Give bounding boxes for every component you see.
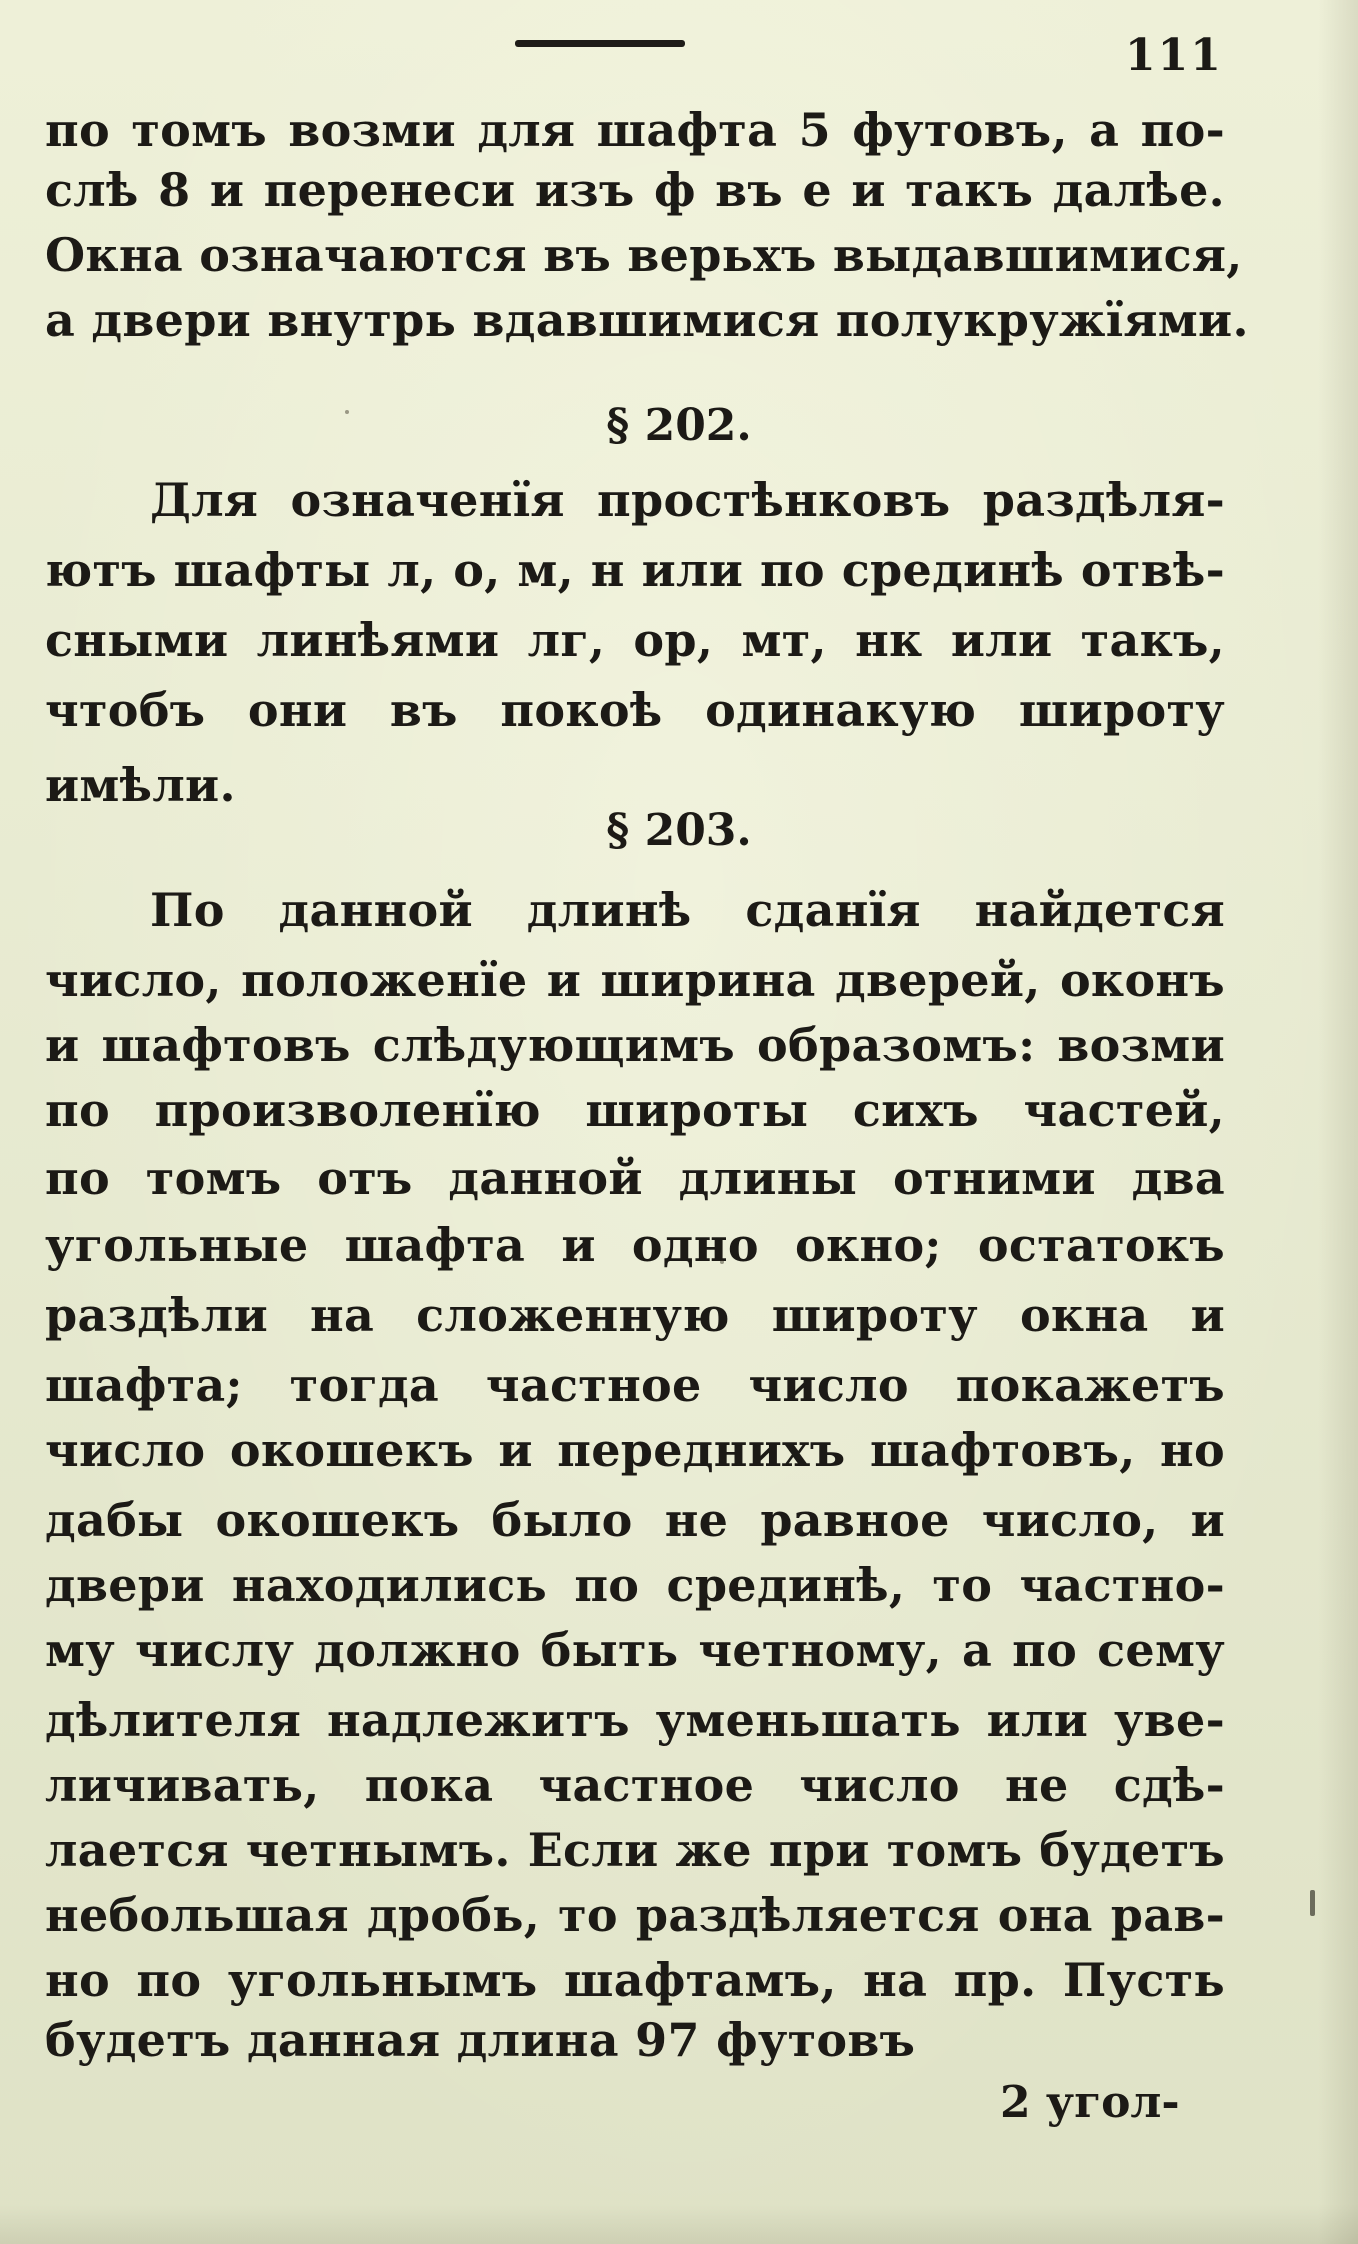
text-line: слѣ 8 и перенеси изъ ф въ е и такъ далѣе. (45, 163, 1225, 217)
text-line: чтобъ они въ покоѣ одинакую широту (45, 683, 1225, 737)
section-heading-203: § 203. (606, 805, 752, 856)
paper-speck (345, 410, 349, 414)
text-line: шафта; тогда частное число покажетъ (45, 1358, 1225, 1412)
text-line: угольные шафта и одно окно; остатокъ (45, 1218, 1225, 1272)
paper-speck (720, 1260, 724, 1264)
text-line: и шафтовъ слѣдующимъ образомъ: возми (45, 1018, 1225, 1072)
text-line: му числу должно быть четному, а по сему (45, 1623, 1225, 1677)
text-line: лается четнымъ. Если же при томъ будетъ (45, 1823, 1225, 1877)
page-number: 111 (1125, 30, 1223, 81)
paper-mark (1310, 1890, 1315, 1916)
text-line: а двери внутрь вдавшимися полукружїями. (45, 293, 1249, 347)
text-line: число окошекъ и переднихъ шафтовъ, но (45, 1423, 1225, 1477)
text-line: раздѣли на сложенную широту окна и (45, 1288, 1225, 1342)
text-line: Для означенїя простѣнковъ раздѣля- (150, 473, 1225, 527)
text-line: по томъ отъ данной длины отними два (45, 1151, 1225, 1205)
text-line: личивать, пока частное число не сдѣ- (45, 1758, 1225, 1812)
section-heading-202: § 202. (606, 400, 752, 451)
page-bottom-shadow (0, 2204, 1358, 2244)
text-line: Окна означаются въ верьхъ выдавшимися, (45, 228, 1243, 282)
text-line: но по угольнымъ шафтамъ, на пр. Пусть (45, 1953, 1225, 2007)
text-line: небольшая дробь, то раздѣляется она рав- (45, 1888, 1225, 1942)
text-line: дѣлителя надлежитъ уменьшать или уве- (45, 1693, 1225, 1747)
text-line: ютъ шафты л, о, м, н или по срединѣ отвѣ- (45, 543, 1225, 597)
header-rule (515, 40, 685, 47)
text-line: сными линѣями лг, ор, мт, нк или такъ, (45, 613, 1225, 667)
catchword: 2 угол- (1000, 2077, 1180, 2128)
text-line: дабы окошекъ было не равное число, и (45, 1493, 1225, 1547)
paper-speck (180, 1190, 184, 1194)
text-line: по томъ возми для шафта 5 футовъ, а по- (45, 103, 1225, 157)
text-line: по произволенїю широты сихъ частей, (45, 1083, 1225, 1137)
text-line: имѣли. (45, 758, 236, 812)
text-line: будетъ данная длина 97 футовъ (45, 2013, 916, 2067)
text-line: двери находились по срединѣ, то частно- (45, 1558, 1225, 1612)
text-line: По данной длинѣ сданїя найдется (150, 883, 1225, 937)
text-line: число, положенїе и ширина дверей, оконъ (45, 953, 1225, 1007)
page-edge-shadow (1318, 0, 1358, 2244)
